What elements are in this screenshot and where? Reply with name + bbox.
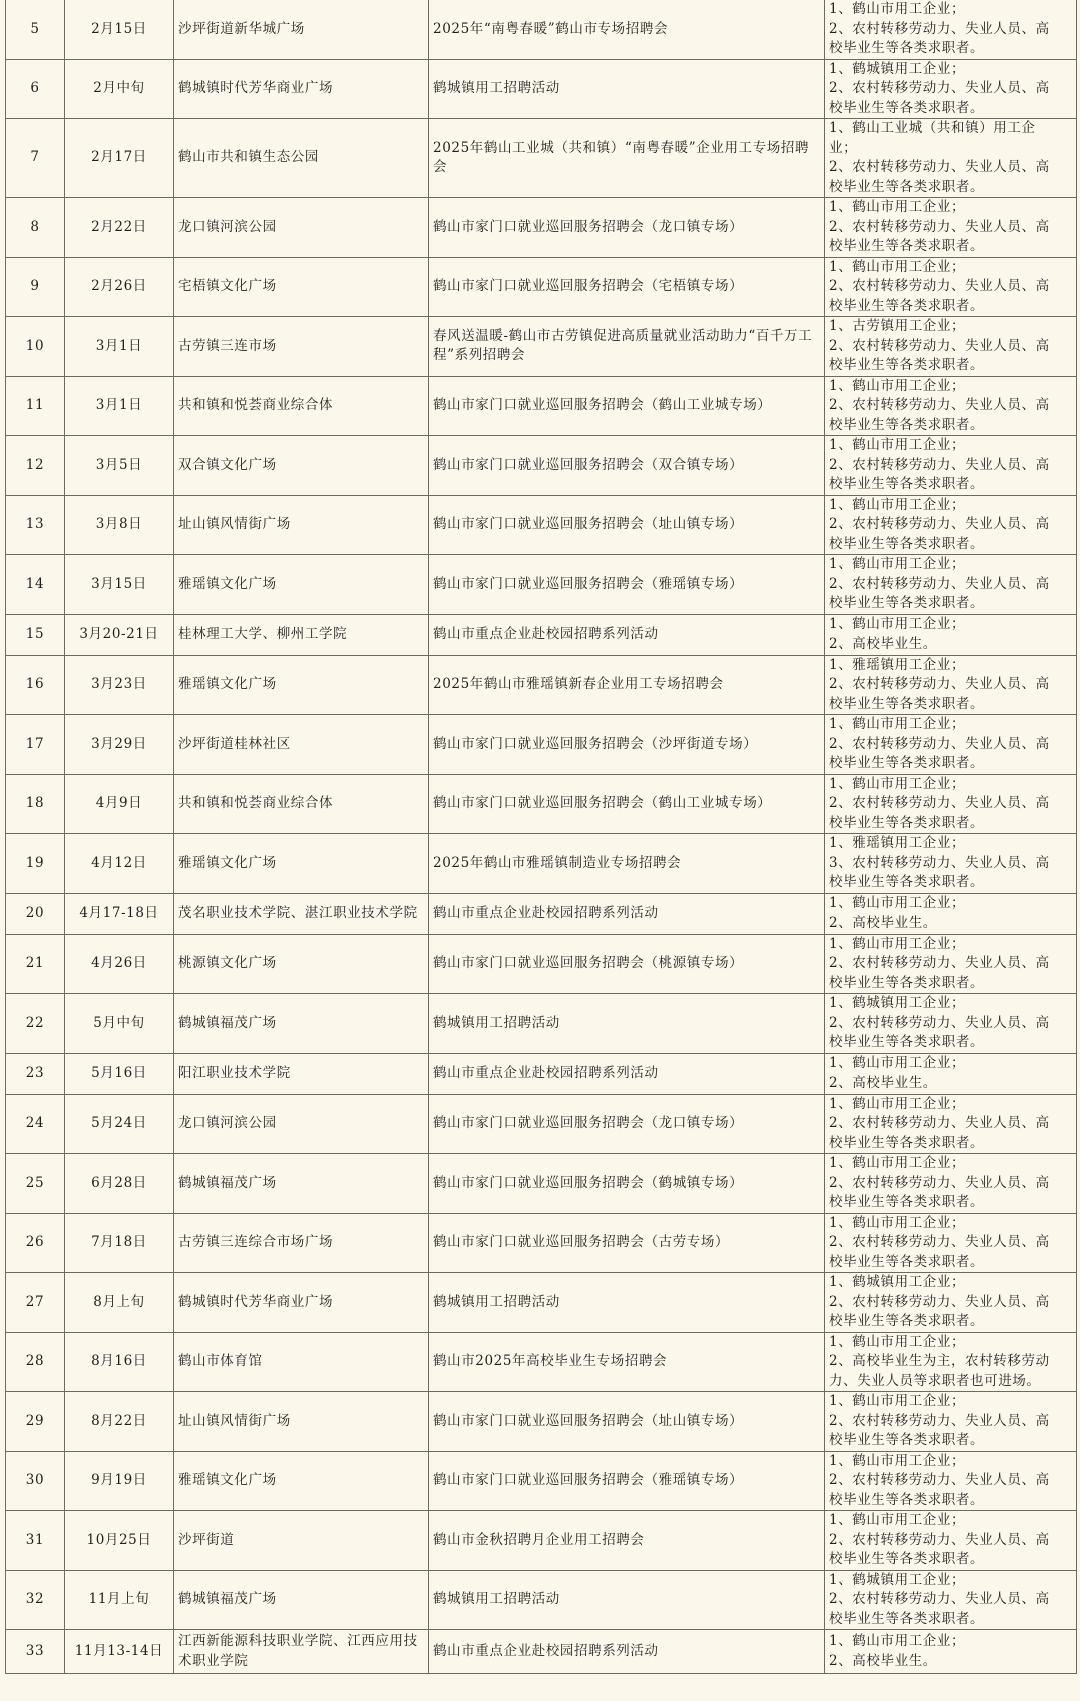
- cell-venue: 鹤城镇福茂广场: [174, 994, 429, 1054]
- cell-venue: 鹤城镇时代芳华商业广场: [174, 59, 429, 119]
- cell-date: 3月15日: [65, 555, 174, 615]
- cell-date: 8月22日: [65, 1392, 174, 1452]
- cell-venue: 鹤山市体育馆: [174, 1332, 429, 1392]
- cell-event-title: 鹤山市家门口就业巡回服务招聘会（沙坪街道专场）: [429, 715, 825, 775]
- cell-event-title: 鹤山市家门口就业巡回服务招聘会（双合镇专场）: [429, 436, 825, 496]
- cell-event-title: 2025年鹤山市雅瑶镇制造业专场招聘会: [429, 834, 825, 894]
- target-line: 1、鹤山市用工企业；: [829, 258, 966, 275]
- cell-date: 2月中旬: [65, 59, 174, 119]
- target-line: 1、鹤山市用工企业；: [829, 895, 966, 911]
- table-row: [6, 317, 1077, 377]
- table-row: [6, 1570, 1077, 1630]
- cell-date: 9月19日: [65, 1451, 174, 1511]
- target-line: 2、农村转移劳动力、失业人员、高: [829, 516, 1050, 532]
- cell-date: 3月1日: [65, 317, 174, 377]
- target-line: 2、农村转移劳动力、失业人员、高: [829, 575, 1050, 592]
- cell-target-audience: [825, 376, 1077, 436]
- cell-target-audience: [825, 934, 1077, 994]
- cell-venue: 江西新能源科技职业学院、江西应用技术职业学院: [174, 1630, 429, 1674]
- target-line: 2、农村转移劳动力、失业人员、高: [829, 80, 1050, 96]
- cell-number: 20: [6, 893, 65, 934]
- cell-number: 15: [6, 614, 65, 655]
- cell-event-title: 鹤山市重点企业赴校园招聘系列活动: [429, 1053, 825, 1094]
- cell-target-audience: [825, 1094, 1077, 1154]
- cell-date: 7月18日: [65, 1213, 174, 1273]
- table-row: [6, 436, 1077, 496]
- table-row: [6, 119, 1077, 198]
- cell-venue: 鹤城镇福茂广场: [174, 1154, 429, 1214]
- cell-target-audience: [825, 1630, 1077, 1674]
- cell-target-audience: [825, 715, 1077, 775]
- table-row: [6, 893, 1077, 934]
- target-line: 业；: [829, 139, 858, 156]
- cell-date: 2月15日: [65, 0, 174, 59]
- cell-event-title: 鹤山市家门口就业巡回服务招聘会（雅瑶镇专场）: [429, 555, 825, 615]
- cell-event-title: 鹤山市家门口就业巡回服务招聘会（古劳专场）: [429, 1213, 825, 1273]
- target-line: 2、农村转移劳动力、失业人员、高: [829, 159, 1050, 175]
- target-line: 校毕业生等各类求职者。: [829, 1551, 985, 1567]
- target-line: 1、鹤山市用工企业；: [829, 1095, 966, 1112]
- cell-number: 30: [6, 1451, 65, 1511]
- cell-venue: 址山镇风情街广场: [174, 495, 429, 555]
- cell-venue: 宅梧镇文化广场: [174, 257, 429, 317]
- target-line: 力、失业人员等求职者也可进场。: [829, 1372, 1041, 1389]
- target-line: 校毕业生等各类求职者。: [829, 695, 985, 712]
- job-fair-schedule-table: [5, 0, 1077, 1674]
- target-line: 2、农村转移劳动力、失业人员、高: [829, 735, 1050, 752]
- target-line: 校毕业生等各类求职者。: [829, 99, 985, 116]
- target-line: 2、农村转移劳动力、失业人员、高: [829, 1014, 1050, 1031]
- cell-number: 7: [6, 119, 65, 198]
- target-line: 校毕业生等各类求职者。: [829, 1134, 985, 1151]
- target-line: 校毕业生等各类求职者。: [829, 238, 985, 254]
- cell-venue: 雅瑶镇文化广场: [174, 1451, 429, 1511]
- target-line: 1、鹤山市用工企业；: [829, 1633, 966, 1649]
- cell-event-title: 鹤山市家门口就业巡回服务招聘会（址山镇专场）: [429, 495, 825, 555]
- cell-target-audience: [825, 59, 1077, 119]
- cell-date: 3月20-21日: [65, 614, 174, 655]
- cell-venue: 沙坪街道: [174, 1511, 429, 1571]
- cell-event-title: 鹤城镇用工招聘活动: [429, 1273, 825, 1333]
- cell-target-audience: [825, 1392, 1077, 1452]
- target-line: 校毕业生等各类求职者。: [829, 1194, 985, 1210]
- cell-target-audience: [825, 1511, 1077, 1571]
- table-row: [6, 994, 1077, 1054]
- cell-number: 19: [6, 834, 65, 894]
- target-line: 2、高校毕业生。: [829, 1074, 937, 1091]
- cell-number: 18: [6, 774, 65, 834]
- cell-target-audience: [825, 0, 1077, 59]
- target-line: 校毕业生等各类求职者。: [829, 595, 985, 611]
- cell-venue: 雅瑶镇文化广场: [174, 655, 429, 715]
- target-line: 校毕业生等各类求职者。: [829, 178, 985, 195]
- cell-target-audience: [825, 1451, 1077, 1511]
- cell-target-audience: [825, 555, 1077, 615]
- cell-venue: 雅瑶镇文化广场: [174, 555, 429, 615]
- target-line: 校毕业生等各类求职者。: [829, 535, 985, 552]
- cell-date: 5月16日: [65, 1053, 174, 1094]
- target-line: 2、农村转移劳动力、失业人员、高: [829, 1174, 1050, 1191]
- target-line: 2、农村转移劳动力、失业人员、高: [829, 1591, 1050, 1607]
- table-row: [6, 1273, 1077, 1333]
- table-row: [6, 774, 1077, 834]
- cell-venue: 茂名职业技术学院、湛江职业技术学院: [174, 893, 429, 934]
- cell-target-audience: [825, 1570, 1077, 1630]
- cell-date: 8月16日: [65, 1332, 174, 1392]
- cell-date: 5月中旬: [65, 994, 174, 1054]
- target-line: 1、鹤山市用工企业；: [829, 935, 966, 952]
- cell-date: 2月22日: [65, 198, 174, 258]
- cell-venue: 沙坪街道新华城广场: [174, 0, 429, 59]
- target-line: 校毕业生等各类求职者。: [829, 40, 985, 56]
- target-line: 1、鹤山市用工企业；: [829, 377, 966, 394]
- cell-event-title: 鹤城镇用工招聘活动: [429, 1570, 825, 1630]
- cell-event-title: 鹤山市重点企业赴校园招聘系列活动: [429, 614, 825, 655]
- cell-event-title: 2025年鹤山市雅瑶镇新春企业用工专场招聘会: [429, 655, 825, 715]
- table-row: [6, 614, 1077, 655]
- cell-target-audience: [825, 1332, 1077, 1392]
- cell-date: 6月28日: [65, 1154, 174, 1214]
- target-line: 1、鹤城镇用工企业；: [829, 1571, 966, 1588]
- cell-venue: 双合镇文化广场: [174, 436, 429, 496]
- target-line: 2、高校毕业生。: [829, 914, 937, 931]
- cell-target-audience: [825, 1053, 1077, 1094]
- target-line: 校毕业生等各类求职者。: [829, 874, 985, 890]
- table-row: [6, 0, 1077, 59]
- target-line: 校毕业生等各类求职者。: [829, 1034, 985, 1050]
- table-row: [6, 495, 1077, 555]
- cell-venue: 共和镇和悦荟商业综合体: [174, 376, 429, 436]
- target-line: 2、农村转移劳动力、失业人员、高: [829, 955, 1050, 971]
- target-line: 2、农村转移劳动力、失业人员、高: [829, 456, 1050, 473]
- target-line: 校毕业生等各类求职者。: [829, 1432, 985, 1448]
- target-line: 2、高校毕业生为主，农村转移劳动: [829, 1353, 1050, 1369]
- cell-event-title: 鹤山市家门口就业巡回服务招聘会（龙口镇专场）: [429, 198, 825, 258]
- table-row: [6, 1392, 1077, 1452]
- table-row: [6, 1630, 1077, 1674]
- cell-number: 14: [6, 555, 65, 615]
- cell-target-audience: [825, 436, 1077, 496]
- cell-date: 3月5日: [65, 436, 174, 496]
- target-line: 2、农村转移劳动力、失业人员、高: [829, 795, 1050, 811]
- table-row: [6, 1094, 1077, 1154]
- cell-date: 4月9日: [65, 774, 174, 834]
- cell-event-title: 2025年鹤山工业城（共和镇）“南粤春暖”企业用工专场招聘会: [429, 119, 825, 198]
- target-line: 校毕业生等各类求职者。: [829, 755, 985, 771]
- target-line: 1、鹤山市用工企业；: [829, 1333, 966, 1350]
- target-line: 校毕业生等各类求职者。: [829, 1313, 985, 1329]
- target-line: 2、农村转移劳动力、失业人员、高: [829, 337, 1050, 354]
- cell-target-audience: [825, 257, 1077, 317]
- cell-venue: 阳江职业技术学院: [174, 1053, 429, 1094]
- target-line: 校毕业生等各类求职者。: [829, 476, 985, 492]
- cell-venue: 址山镇风情街广场: [174, 1392, 429, 1452]
- target-line: 校毕业生等各类求职者。: [829, 297, 985, 314]
- target-line: 2、农村转移劳动力、失业人员、高: [829, 1531, 1050, 1548]
- cell-number: 11: [6, 376, 65, 436]
- target-line: 2、高校毕业生。: [829, 1652, 937, 1669]
- cell-event-title: 鹤山市家门口就业巡回服务招聘会（鹤山工业城专场）: [429, 774, 825, 834]
- target-line: 1、鹤山市用工企业；: [829, 556, 966, 572]
- cell-date: 2月26日: [65, 257, 174, 317]
- table-row: [6, 934, 1077, 994]
- cell-date: 3月1日: [65, 376, 174, 436]
- table-row: [6, 834, 1077, 894]
- target-line: 校毕业生等各类求职者。: [829, 416, 985, 433]
- target-line: 2、农村转移劳动力、失业人员、高: [829, 20, 1050, 37]
- cell-target-audience: [825, 893, 1077, 934]
- table-row: [6, 655, 1077, 715]
- cell-venue: 共和镇和悦荟商业综合体: [174, 774, 429, 834]
- target-line: 2、农村转移劳动力、失业人员、高: [829, 1412, 1050, 1429]
- cell-event-title: 鹤山市家门口就业巡回服务招聘会（鹤山工业城专场）: [429, 376, 825, 436]
- cell-venue: 古劳镇三连综合市场广场: [174, 1213, 429, 1273]
- cell-event-title: 鹤山市金秋招聘月企业用工招聘会: [429, 1511, 825, 1571]
- cell-venue: 桂林理工大学、柳州工学院: [174, 614, 429, 655]
- target-line: 校毕业生等各类求职者。: [829, 974, 985, 991]
- target-line: 2、农村转移劳动力、失业人员、高: [829, 218, 1050, 235]
- cell-event-title: 鹤山市家门口就业巡回服务招聘会（址山镇专场）: [429, 1392, 825, 1452]
- cell-number: 26: [6, 1213, 65, 1273]
- table-row: [6, 1213, 1077, 1273]
- cell-number: 29: [6, 1392, 65, 1452]
- cell-target-audience: [825, 834, 1077, 894]
- cell-number: 23: [6, 1053, 65, 1094]
- table-row: [6, 1451, 1077, 1511]
- cell-event-title: 鹤山市家门口就业巡回服务招聘会（宅梧镇专场）: [429, 257, 825, 317]
- cell-venue: 沙坪街道桂林社区: [174, 715, 429, 775]
- cell-target-audience: [825, 614, 1077, 655]
- target-line: 2、农村转移劳动力、失业人员、高: [829, 1293, 1050, 1310]
- cell-date: 3月29日: [65, 715, 174, 775]
- table-row: [6, 198, 1077, 258]
- cell-venue: 鹤城镇福茂广场: [174, 1570, 429, 1630]
- cell-date: 2月17日: [65, 119, 174, 198]
- target-line: 1、鹤城镇用工企业；: [829, 995, 966, 1011]
- target-line: 1、鹤山市用工企业；: [829, 1393, 966, 1409]
- target-line: 1、鹤山市用工企业；: [829, 775, 966, 792]
- cell-number: 12: [6, 436, 65, 496]
- cell-event-title: 鹤山市重点企业赴校园招聘系列活动: [429, 893, 825, 934]
- cell-number: 28: [6, 1332, 65, 1392]
- cell-number: 5: [6, 0, 65, 59]
- target-line: 1、鹤山市用工企业；: [829, 1512, 966, 1528]
- cell-number: 16: [6, 655, 65, 715]
- cell-date: 8月上旬: [65, 1273, 174, 1333]
- cell-date: 3月8日: [65, 495, 174, 555]
- cell-event-title: 鹤山市家门口就业巡回服务招聘会（雅瑶镇专场）: [429, 1451, 825, 1511]
- target-line: 1、鹤山市用工企业；: [829, 496, 966, 513]
- cell-number: 31: [6, 1511, 65, 1571]
- table-row: [6, 555, 1077, 615]
- cell-number: 24: [6, 1094, 65, 1154]
- target-line: 1、鹤山市用工企业；: [829, 616, 966, 632]
- target-line: 1、鹤山市用工企业；: [829, 1155, 966, 1171]
- target-line: 2、农村转移劳动力、失业人员、高: [829, 397, 1050, 413]
- table-row: [6, 257, 1077, 317]
- cell-number: 13: [6, 495, 65, 555]
- cell-venue: 雅瑶镇文化广场: [174, 834, 429, 894]
- cell-number: 25: [6, 1154, 65, 1214]
- cell-target-audience: [825, 994, 1077, 1054]
- cell-number: 10: [6, 317, 65, 377]
- target-line: 2、农村转移劳动力、失业人员、高: [829, 676, 1050, 692]
- target-line: 1、鹤山市用工企业；: [829, 716, 966, 732]
- cell-number: 17: [6, 715, 65, 775]
- cell-venue: 龙口镇河滨公园: [174, 198, 429, 258]
- cell-event-title: 鹤城镇用工招聘活动: [429, 59, 825, 119]
- target-line: 1、雅瑶镇用工企业；: [829, 835, 966, 851]
- cell-number: 27: [6, 1273, 65, 1333]
- cell-venue: 鹤山市共和镇生态公园: [174, 119, 429, 198]
- cell-venue: 鹤城镇时代芳华商业广场: [174, 1273, 429, 1333]
- target-line: 校毕业生等各类求职者。: [829, 1491, 985, 1508]
- cell-target-audience: [825, 1154, 1077, 1214]
- cell-number: 21: [6, 934, 65, 994]
- cell-target-audience: [825, 317, 1077, 377]
- table-row: [6, 1154, 1077, 1214]
- table-row: [6, 715, 1077, 775]
- cell-date: 4月17-18日: [65, 893, 174, 934]
- target-line: 校毕业生等各类求职者。: [829, 357, 985, 373]
- target-line: 1、鹤山市用工企业；: [829, 1452, 966, 1469]
- target-line: 1、鹤城镇用工企业；: [829, 60, 966, 77]
- target-line: 1、鹤山市用工企业；: [829, 1055, 966, 1071]
- cell-number: 32: [6, 1570, 65, 1630]
- cell-target-audience: [825, 774, 1077, 834]
- target-line: 1、鹤山市用工企业；: [829, 199, 966, 215]
- cell-target-audience: [825, 198, 1077, 258]
- cell-event-title: 鹤城镇用工招聘活动: [429, 994, 825, 1054]
- cell-number: 6: [6, 59, 65, 119]
- cell-date: 11月上旬: [65, 1570, 174, 1630]
- cell-event-title: 2025年“南粤春暖”鹤山市专场招聘会: [429, 0, 825, 59]
- table-row: [6, 376, 1077, 436]
- cell-event-title: 鹤山市2025年高校毕业生专场招聘会: [429, 1332, 825, 1392]
- target-line: 1、鹤山工业城（共和镇）用工企: [829, 120, 1036, 136]
- cell-target-audience: [825, 119, 1077, 198]
- target-line: 2、农村转移劳动力、失业人员、高: [829, 1472, 1050, 1488]
- table-row: [6, 59, 1077, 119]
- cell-event-title: 鹤山市家门口就业巡回服务招聘会（桃源镇专场）: [429, 934, 825, 994]
- cell-event-title: 鹤山市家门口就业巡回服务招聘会（鹤城镇专场）: [429, 1154, 825, 1214]
- target-line: 1、鹤山市用工企业；: [829, 1214, 966, 1231]
- target-line: 1、鹤山市用工企业；: [829, 437, 966, 453]
- cell-event-title: 鹤山市家门口就业巡回服务招聘会（龙口镇专场）: [429, 1094, 825, 1154]
- cell-target-audience: [825, 495, 1077, 555]
- target-line: 校毕业生等各类求职者。: [829, 1610, 985, 1627]
- target-line: 校毕业生等各类求职者。: [829, 1253, 985, 1270]
- table-row: [6, 1511, 1077, 1571]
- cell-number: 33: [6, 1630, 65, 1674]
- target-line: 1、鹤城镇用工企业；: [829, 1274, 966, 1290]
- cell-date: 4月12日: [65, 834, 174, 894]
- cell-number: 9: [6, 257, 65, 317]
- cell-date: 10月25日: [65, 1511, 174, 1571]
- target-line: 2、农村转移劳动力、失业人员、高: [829, 278, 1050, 294]
- cell-venue: 桃源镇文化广场: [174, 934, 429, 994]
- cell-venue: 龙口镇河滨公园: [174, 1094, 429, 1154]
- target-line: 1、鹤山市用工企业；: [829, 1, 966, 17]
- cell-date: 5月24日: [65, 1094, 174, 1154]
- cell-target-audience: [825, 1273, 1077, 1333]
- table-body: [6, 0, 1077, 1674]
- target-line: 1、古劳镇用工企业；: [829, 318, 966, 334]
- cell-target-audience: [825, 655, 1077, 715]
- cell-date: 3月23日: [65, 655, 174, 715]
- cell-target-audience: [825, 1213, 1077, 1273]
- cell-venue: 古劳镇三连市场: [174, 317, 429, 377]
- target-line: 2、农村转移劳动力、失业人员、高: [829, 1234, 1050, 1250]
- cell-date: 11月13-14日: [65, 1630, 174, 1674]
- cell-event-title: 春风送温暖-鹤山市古劳镇促进高质量就业活动助力“百千万工程”系列招聘会: [429, 317, 825, 377]
- table-row: [6, 1332, 1077, 1392]
- cell-number: 22: [6, 994, 65, 1054]
- table-row: [6, 1053, 1077, 1094]
- target-line: 2、高校毕业生。: [829, 635, 937, 652]
- target-line: 校毕业生等各类求职者。: [829, 814, 985, 831]
- target-line: 2、农村转移劳动力、失业人员、高: [829, 1115, 1050, 1131]
- target-line: 1、雅瑶镇用工企业；: [829, 656, 966, 673]
- cell-number: 8: [6, 198, 65, 258]
- cell-date: 4月26日: [65, 934, 174, 994]
- target-line: 3、农村转移劳动力、失业人员、高: [829, 854, 1050, 871]
- cell-event-title: 鹤山市重点企业赴校园招聘系列活动: [429, 1630, 825, 1674]
